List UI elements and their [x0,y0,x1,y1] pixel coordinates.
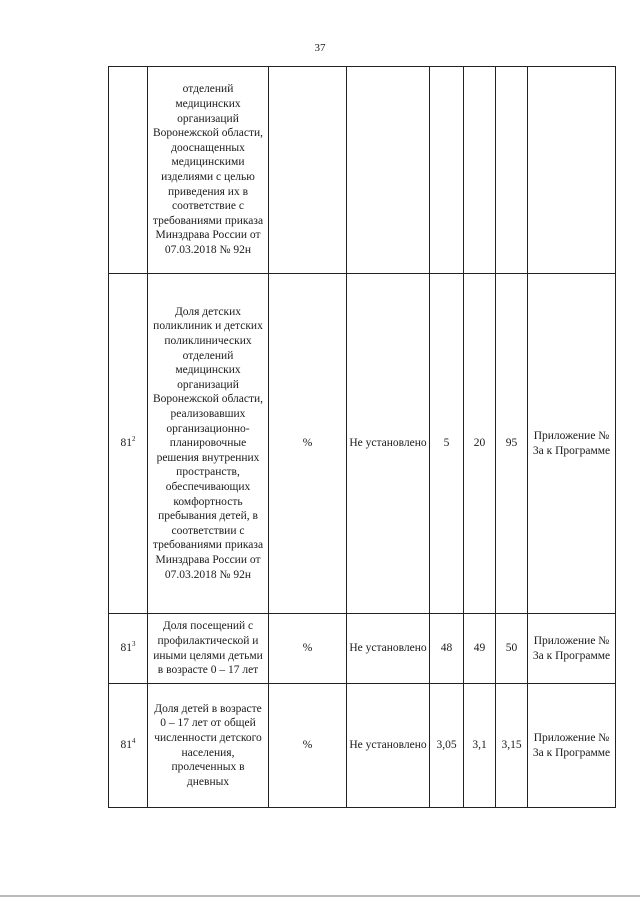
value-year-2-cell [464,67,496,274]
indicator-name-cell: отделений медицинских организаций Воронежской области, дооснащенных медицинскими изделиями с целью приведения их в соответствие с требованиями приказа Минздрава России от 07.03.2018 № 92н [148,67,269,274]
row-number-superscript: 3 [132,640,136,649]
scan-edge-line [0,895,640,897]
table-row [109,274,616,614]
base-value-cell: Не установлено [347,274,430,614]
unit-cell: % [269,614,347,684]
row-number-superscript: 2 [132,435,136,444]
row-number-superscript: 4 [132,737,136,746]
table-row [109,614,616,684]
table-row [109,684,616,808]
value-year-3-cell: 3,15 [496,684,528,808]
source-cell [528,67,616,274]
value-year-1-cell [430,67,464,274]
value-year-2-cell: 3,1 [464,684,496,808]
row-number-cell [109,274,148,614]
unit-cell [269,67,347,274]
value-year-3-cell [496,67,528,274]
source-cell: Приложение № 3а к Программе [528,614,616,684]
unit-cell: % [269,274,347,614]
row-number: 81 [120,739,132,752]
value-year-3-cell: 50 [496,614,528,684]
row-number-cell [109,67,148,274]
page-number: 37 [314,42,326,54]
row-number: 81 [120,642,132,655]
indicator-name-cell: Доля детей в возрасте 0 – 17 лет от общей численности детского населения, пролеченных в дневных [148,684,269,808]
base-value-cell: Не установлено [347,684,430,808]
value-year-2-cell: 49 [464,614,496,684]
row-number-cell [109,684,148,808]
indicators-table [108,66,616,808]
base-value-cell: Не установлено [347,614,430,684]
value-year-1-cell: 48 [430,614,464,684]
source-cell: Приложение № 3а к Программе [528,274,616,614]
value-year-2-cell: 20 [464,274,496,614]
base-value-cell [347,67,430,274]
row-number-cell [109,614,148,684]
value-year-1-cell: 5 [430,274,464,614]
indicator-name-cell: Доля посещений с профилактической и иными целями детьми в возрасте 0 – 17 лет [148,614,269,684]
value-year-3-cell: 95 [496,274,528,614]
row-number: 81 [120,437,132,450]
value-year-1-cell: 3,05 [430,684,464,808]
table-row [109,67,616,274]
source-cell: Приложение № 3а к Программе [528,684,616,808]
unit-cell: % [269,684,347,808]
indicator-name-cell: Доля детских поликлиник и детских поликлинических отделений медицинских организаций Воронежской области, реализовавших организационно-планировочные решения внутренних пространств, обеспечивающих комфортность пребывания детей, в соответствии с требованиями приказа Минздрава России от 07.03.2018 № 92н [148,274,269,614]
